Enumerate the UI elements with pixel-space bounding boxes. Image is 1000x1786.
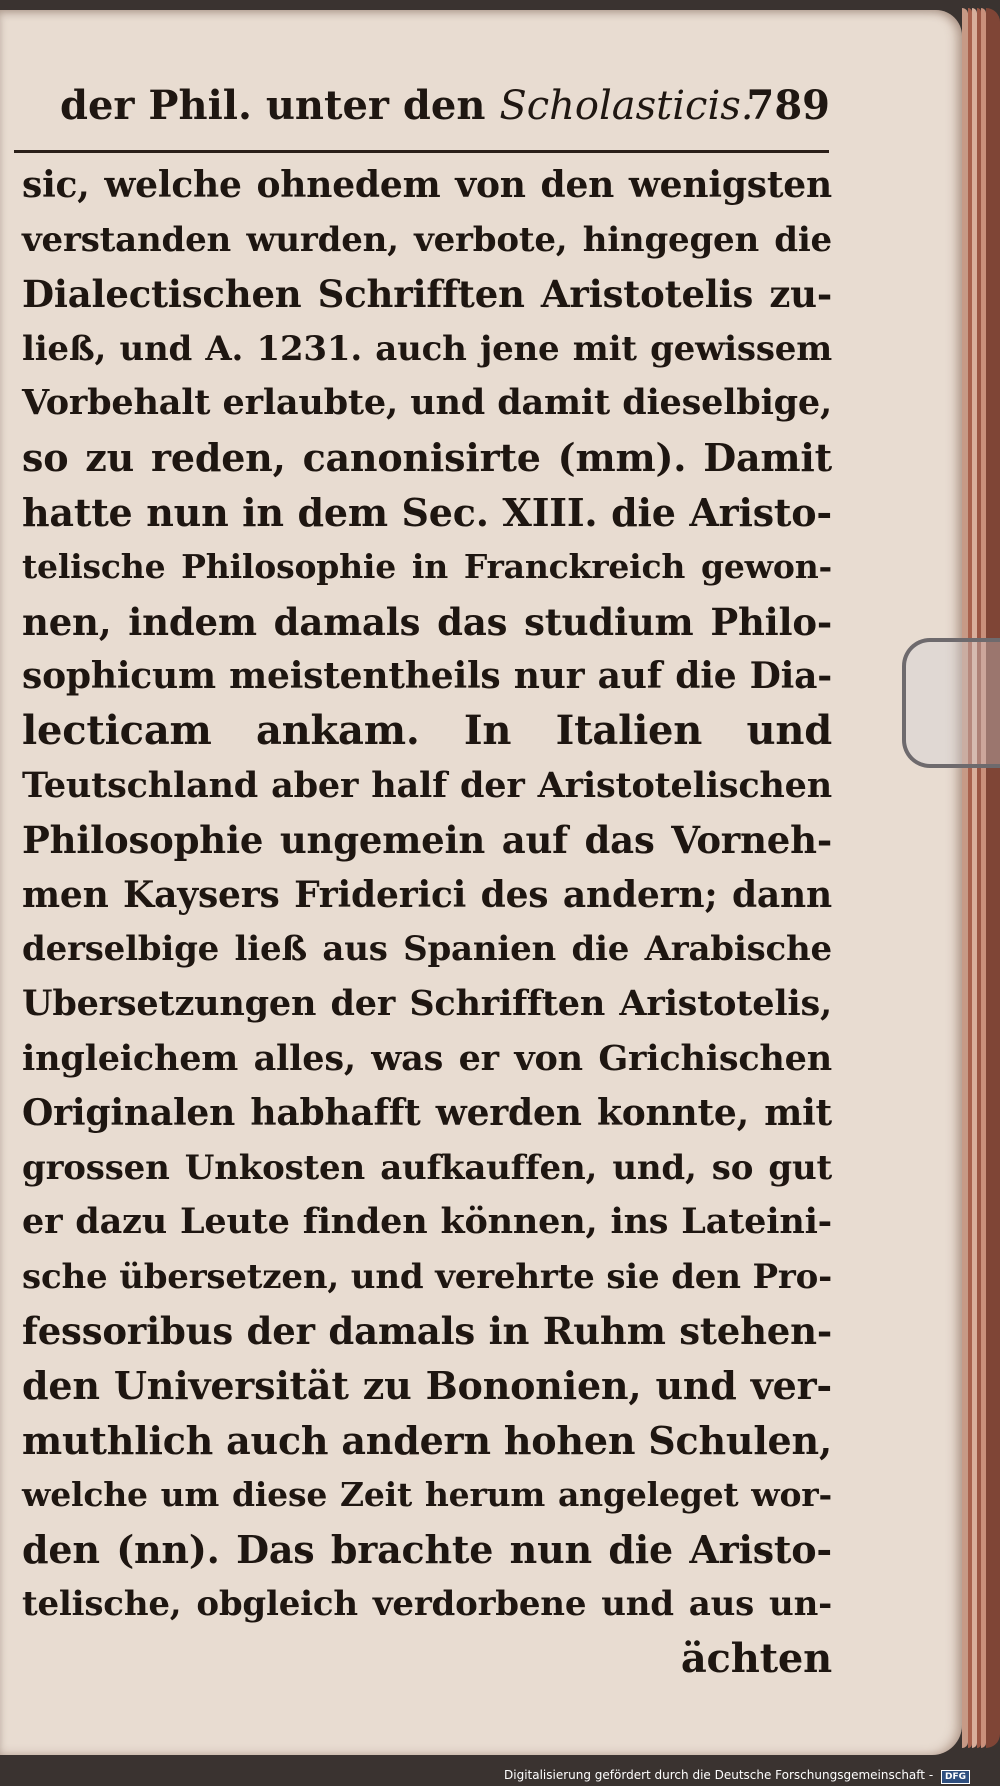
text-line: ingleichem alles, was er von Grichischen [22,1037,832,1079]
text-line: grossen Unkosten aufkauffen, und, so gut [22,1147,832,1188]
running-title [60,82,753,129]
text-line: Teutschland aber half der Aristotelischen [22,764,832,806]
running-title-text: der Phil. unter den [60,82,486,129]
body-text [22,158,832,1687]
text-line: muthlich auch andern hohen Schulen, [22,1417,832,1463]
text-line: men Kaysers Friderici des andern; dann [22,873,832,916]
text-line: sic, welche ohnedem von den wenigsten [22,164,832,206]
text-line: hatte nun in dem Sec. XIII. die Aristo- [22,489,832,535]
running-header [60,82,830,142]
text-line: er dazu Leute finden können, ins Lateini- [22,1201,832,1243]
text-line: welche um diese Zeit herum angeleget wor- [22,1475,832,1515]
running-title-italic: Scholasticis. [499,83,754,129]
dfg-logo: DFG [941,1770,970,1784]
text-line: Originalen habhafft werden konnte, mit [22,1092,832,1135]
book-page [0,10,962,1755]
text-line: sophicum meistentheils nur auf die Dia- [22,655,832,698]
text-line: Vorbehalt erlaubte, und damit dieselbige, [22,382,832,424]
text-line: den Universität zu Bononien, und ver- [22,1363,832,1409]
text-line: den (nn). Das brachte nun die Aristo- [22,1526,832,1572]
text-line: Dialectischen Schrifften Aristotelis zu- [22,272,832,317]
page-edge [986,8,1000,1748]
text-line: lecticam ankam. In Italien und [22,706,832,754]
text-line: Philosophie ungemein auf das Vorneh- [22,818,832,863]
text-line: telische, obgleich verdorbene und aus un- [22,1584,832,1625]
header-rule [14,150,829,153]
digitization-credit [504,1768,970,1784]
page-clip [902,638,1000,768]
catchword: ächten [680,1635,832,1683]
text-line: fessoribus der damals in Ruhm stehen- [22,1309,832,1354]
text-line: Ubersetzungen der Schrifften Aristotelis, [22,982,832,1024]
text-line: so zu reden, canonisirte (mm). Damit [22,434,832,480]
text-line: ließ, und A. 1231. auch jene mit gewissem [22,328,832,369]
text-line: nen, indem damals das studium Philo- [22,599,832,644]
credit-text: Digitalisierung gefördert durch die Deutsche Forschungsgemeinschaft - [504,1768,934,1782]
text-line: telische Philosophie in Franckreich gewon- [22,547,832,587]
text-line: verstanden wurden, verbote, hingegen die [22,219,832,260]
text-line: derselbige ließ aus Spanien die Arabische [22,929,832,970]
text-line: sche übersetzen, und verehrte sie den Pro- [22,1256,832,1297]
page-number: 789 [746,82,830,129]
